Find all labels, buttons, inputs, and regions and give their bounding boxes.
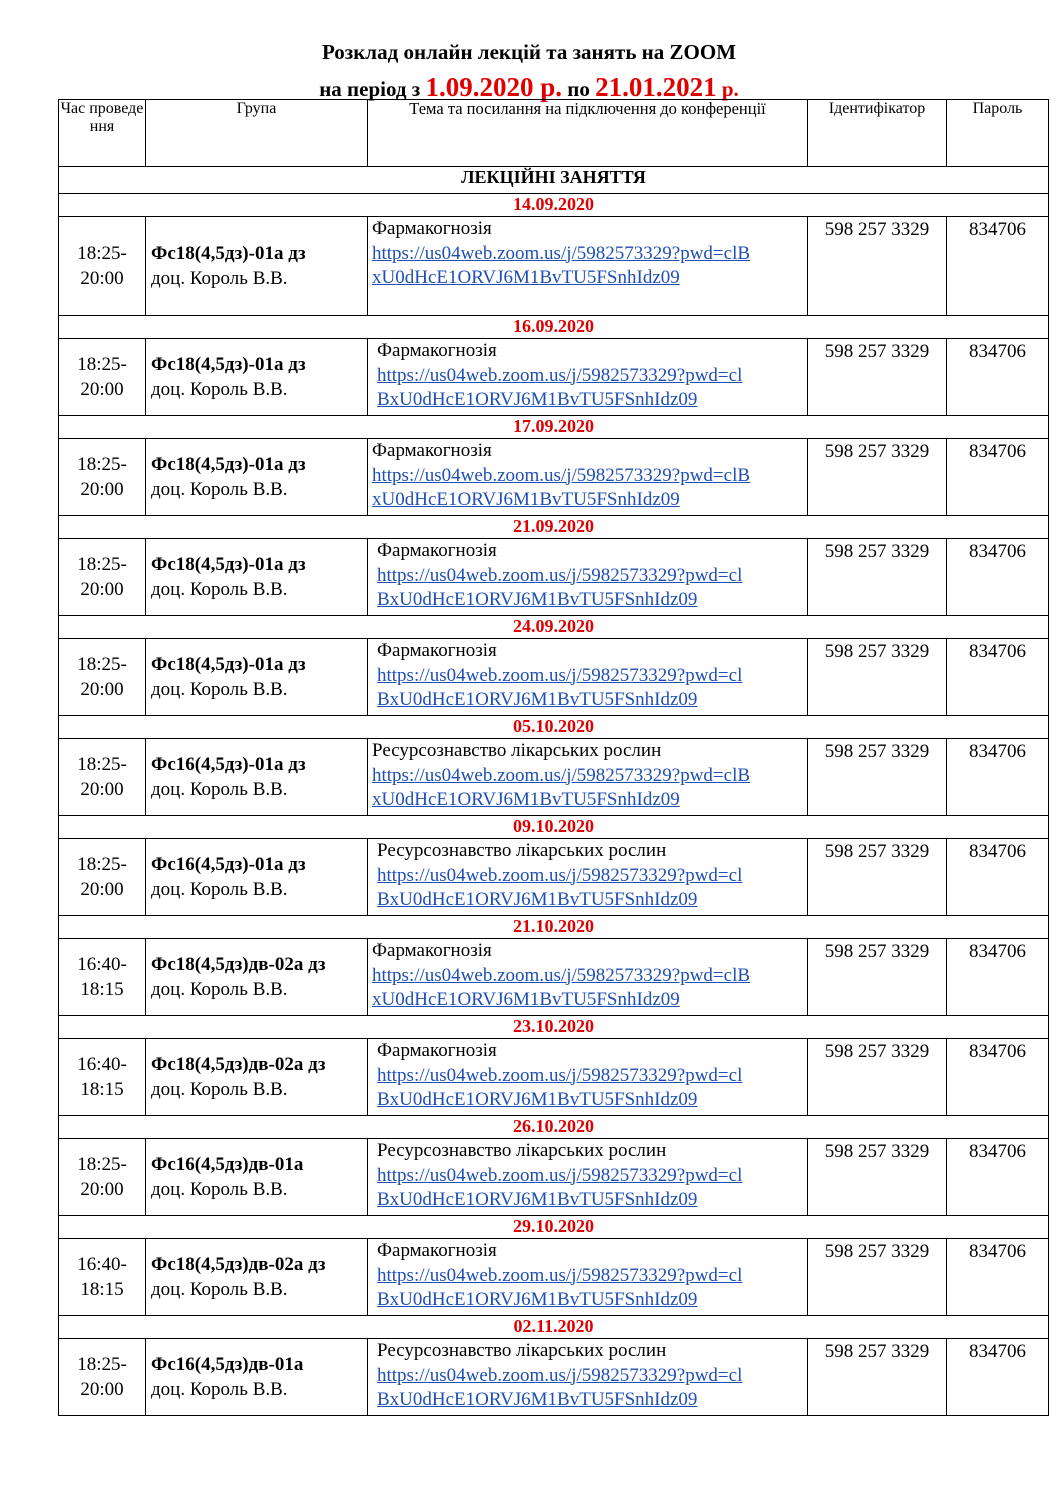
session-group [146, 1339, 368, 1416]
session-group [146, 639, 368, 716]
conference-password: 834706 [947, 1139, 1049, 1216]
conference-id: 598 257 3329 [808, 1239, 947, 1316]
zoom-link-line2[interactable]: BxU0dHcE1ORVJ6M1BvTU5FSnhIdz09 [377, 1189, 698, 1210]
group-name: Фс18(4,5дз)-01а дз [151, 354, 306, 375]
header-row [59, 100, 1049, 167]
date-row [59, 716, 1049, 739]
subject-name: Фармакогнозія [372, 940, 492, 961]
conference-id: 598 257 3329 [808, 1039, 947, 1116]
lecturer-name: доц. Король В.В. [151, 779, 288, 800]
time-end: 20:00 [80, 479, 124, 500]
session-time [59, 739, 146, 816]
session-topic [368, 939, 808, 1016]
lecturer-name: доц. Король В.В. [151, 579, 288, 600]
time-end: 20:00 [80, 779, 124, 800]
session-date: 26.10.2020 [59, 1116, 1049, 1139]
session-topic [368, 339, 808, 416]
group-name: Фс16(4,5дз)-01а дз [151, 854, 306, 875]
conference-password: 834706 [947, 439, 1049, 516]
period-prefix: на період з [319, 77, 421, 101]
session-group [146, 439, 368, 516]
zoom-link-line1[interactable]: https://us04web.zoom.us/j/5982573329?pwd=cl [377, 1164, 743, 1186]
subject-name: Ресурсознавство лікарських рослин [377, 840, 667, 861]
conference-id: 598 257 3329 [808, 939, 947, 1016]
period-suffix: р. [721, 77, 739, 101]
zoom-link-line2[interactable]: xU0dHcE1ORVJ6M1BvTU5FSnhIdz09 [372, 267, 680, 288]
session-topic [368, 1039, 808, 1116]
time-start: 18:25- [77, 1154, 127, 1175]
group-name: Фс18(4,5дз)дв-02а дз [151, 954, 326, 975]
lecturer-name: доц. Король В.В. [151, 268, 288, 289]
zoom-link-line2[interactable]: BxU0dHcE1ORVJ6M1BvTU5FSnhIdz09 [377, 389, 698, 410]
session-group [146, 1239, 368, 1316]
conference-id: 598 257 3329 [808, 217, 947, 316]
session-row [59, 939, 1049, 1016]
subject-name: Фармакогнозія [372, 218, 492, 239]
session-group [146, 839, 368, 916]
group-name: Фс18(4,5дз)дв-02а дз [151, 1254, 326, 1275]
period-date-from: 1.09.2020 р. [425, 72, 562, 102]
session-date: 14.09.2020 [59, 194, 1049, 217]
conference-password: 834706 [947, 739, 1049, 816]
session-topic [368, 439, 808, 516]
session-time [59, 217, 146, 316]
date-row [59, 516, 1049, 539]
group-name: Фс16(4,5дз)дв-01а [151, 1154, 304, 1175]
date-row [59, 816, 1049, 839]
conference-id: 598 257 3329 [808, 539, 947, 616]
zoom-link[interactable] [372, 764, 807, 813]
date-row [59, 1216, 1049, 1239]
subject-name: Ресурсознавство лікарських рослин [377, 1140, 667, 1161]
session-group [146, 217, 368, 316]
session-row [59, 739, 1049, 816]
time-start: 18:25- [77, 554, 127, 575]
subject-name: Фармакогнозія [377, 1040, 497, 1061]
session-row [59, 1139, 1049, 1216]
session-date: 16.09.2020 [59, 316, 1049, 339]
zoom-link[interactable] [377, 364, 807, 413]
session-row [59, 339, 1049, 416]
zoom-link-line1[interactable]: https://us04web.zoom.us/j/5982573329?pwd=clB [372, 464, 751, 486]
zoom-link-line2[interactable]: BxU0dHcE1ORVJ6M1BvTU5FSnhIdz09 [377, 689, 698, 710]
date-row [59, 416, 1049, 439]
date-row [59, 316, 1049, 339]
time-end: 20:00 [80, 379, 124, 400]
time-start: 16:40- [77, 1254, 127, 1275]
subject-name: Фармакогнозія [377, 1240, 497, 1261]
session-time [59, 1139, 146, 1216]
lecturer-name: доц. Король В.В. [151, 679, 288, 700]
group-name: Фс18(4,5дз)-01а дз [151, 454, 306, 475]
time-end: 20:00 [80, 1179, 124, 1200]
group-name: Фс16(4,5дз)дв-01а [151, 1354, 304, 1375]
conference-password: 834706 [947, 539, 1049, 616]
zoom-link-line2[interactable]: xU0dHcE1ORVJ6M1BvTU5FSnhIdz09 [372, 789, 680, 810]
zoom-link[interactable] [377, 864, 807, 913]
time-start: 18:25- [77, 243, 127, 264]
conference-id: 598 257 3329 [808, 639, 947, 716]
time-end: 20:00 [80, 879, 124, 900]
zoom-link[interactable] [372, 964, 807, 1013]
session-time [59, 839, 146, 916]
lecturer-name: доц. Король В.В. [151, 879, 288, 900]
conference-password: 834706 [947, 1239, 1049, 1316]
lecturer-name: доц. Король В.В. [151, 1379, 288, 1400]
zoom-link-line1[interactable]: https://us04web.zoom.us/j/5982573329?pwd=clB [372, 764, 751, 786]
session-row [59, 639, 1049, 716]
zoom-link-line1[interactable]: https://us04web.zoom.us/j/5982573329?pwd=cl [377, 664, 743, 686]
header-topic: Тема та посилання на підключення до конференції [368, 100, 808, 167]
zoom-link[interactable] [377, 1164, 807, 1213]
session-date: 02.11.2020 [59, 1316, 1049, 1339]
group-name: Фс18(4,5дз)-01а дз [151, 554, 306, 575]
session-topic [368, 539, 808, 616]
zoom-link-line2[interactable]: xU0dHcE1ORVJ6M1BvTU5FSnhIdz09 [372, 989, 680, 1010]
session-time [59, 1239, 146, 1316]
session-group [146, 939, 368, 1016]
date-row [59, 1316, 1049, 1339]
conference-password: 834706 [947, 1339, 1049, 1416]
date-row [59, 194, 1049, 217]
conference-id: 598 257 3329 [808, 1339, 947, 1416]
header-identifier: Ідентифікатор [808, 100, 947, 167]
session-row [59, 1039, 1049, 1116]
zoom-link[interactable] [377, 564, 807, 613]
conference-password: 834706 [947, 339, 1049, 416]
session-topic [368, 1239, 808, 1316]
zoom-link-line2[interactable]: xU0dHcE1ORVJ6M1BvTU5FSnhIdz09 [372, 489, 680, 510]
time-end: 18:15 [80, 979, 124, 1000]
time-end: 20:00 [80, 268, 124, 289]
zoom-link[interactable] [377, 1064, 807, 1113]
zoom-link-line1[interactable]: https://us04web.zoom.us/j/5982573329?pwd=cl [377, 864, 743, 886]
session-date: 24.09.2020 [59, 616, 1049, 639]
session-group [146, 1139, 368, 1216]
time-end: 20:00 [80, 679, 124, 700]
subject-name: Фармакогнозія [372, 440, 492, 461]
session-time [59, 339, 146, 416]
session-time [59, 539, 146, 616]
time-start: 18:25- [77, 654, 127, 675]
session-topic [368, 1339, 808, 1416]
time-start: 18:25- [77, 354, 127, 375]
conference-password: 834706 [947, 839, 1049, 916]
zoom-link-line1[interactable]: https://us04web.zoom.us/j/5982573329?pwd=cl [377, 564, 743, 586]
document-title: Розклад онлайн лекцій та занять на ZOOM [321, 40, 737, 64]
session-date: 17.09.2020 [59, 416, 1049, 439]
period-mid: по [567, 77, 590, 101]
session-row [59, 439, 1049, 516]
session-time [59, 1039, 146, 1116]
time-end: 18:15 [80, 1079, 124, 1100]
subject-name: Фармакогнозія [377, 640, 497, 661]
period-date-to: 21.01.2021 [595, 72, 717, 102]
session-group [146, 739, 368, 816]
zoom-link-line2[interactable]: BxU0dHcE1ORVJ6M1BvTU5FSnhIdz09 [377, 1089, 698, 1110]
conference-id: 598 257 3329 [808, 439, 947, 516]
time-start: 16:40- [77, 954, 127, 975]
conference-password: 834706 [947, 639, 1049, 716]
zoom-link[interactable] [377, 1264, 807, 1313]
zoom-link-line1[interactable]: https://us04web.zoom.us/j/5982573329?pwd=clB [372, 964, 751, 986]
zoom-link[interactable] [372, 464, 807, 513]
time-start: 16:40- [77, 1054, 127, 1075]
session-date: 21.10.2020 [59, 916, 1049, 939]
session-row [59, 217, 1049, 316]
group-name: Фс18(4,5дз)-01а дз [151, 243, 306, 264]
zoom-link-line2[interactable]: BxU0dHcE1ORVJ6M1BvTU5FSnhIdz09 [377, 1289, 698, 1310]
session-topic [368, 739, 808, 816]
time-start: 18:25- [77, 754, 127, 775]
session-row [59, 1239, 1049, 1316]
session-date: 29.10.2020 [59, 1216, 1049, 1239]
conference-password: 834706 [947, 939, 1049, 1016]
session-group [146, 1039, 368, 1116]
zoom-link-line1[interactable]: https://us04web.zoom.us/j/5982573329?pwd=clB [372, 242, 751, 264]
zoom-link[interactable] [372, 242, 807, 291]
group-name: Фс16(4,5дз)-01а дз [151, 754, 306, 775]
session-topic [368, 1139, 808, 1216]
schedule-table [58, 99, 1049, 1416]
conference-id: 598 257 3329 [808, 339, 947, 416]
time-start: 18:25- [77, 854, 127, 875]
session-row [59, 539, 1049, 616]
zoom-link-line2[interactable]: BxU0dHcE1ORVJ6M1BvTU5FSnhIdz09 [377, 1389, 698, 1410]
session-time [59, 1339, 146, 1416]
group-name: Фс18(4,5дз)дв-02а дз [151, 1054, 326, 1075]
zoom-link-line2[interactable]: BxU0dHcE1ORVJ6M1BvTU5FSnhIdz09 [377, 889, 698, 910]
session-topic [368, 839, 808, 916]
section-title: ЛЕКЦІЙНІ ЗАНЯТТЯ [59, 167, 1049, 194]
session-date: 21.09.2020 [59, 516, 1049, 539]
conference-password: 834706 [947, 217, 1049, 316]
subject-name: Фармакогнозія [377, 340, 497, 361]
conference-id: 598 257 3329 [808, 739, 947, 816]
lecturer-name: доц. Король В.В. [151, 479, 288, 500]
lecturer-name: доц. Король В.В. [151, 979, 288, 1000]
session-date: 05.10.2020 [59, 716, 1049, 739]
date-row [59, 616, 1049, 639]
zoom-link-line1[interactable]: https://us04web.zoom.us/j/5982573329?pwd=cl [377, 364, 743, 386]
subject-name: Фармакогнозія [377, 540, 497, 561]
time-end: 20:00 [80, 1379, 124, 1400]
session-date: 23.10.2020 [59, 1016, 1049, 1039]
session-group [146, 539, 368, 616]
session-topic [368, 217, 808, 316]
time-start: 18:25- [77, 454, 127, 475]
conference-password: 834706 [947, 1039, 1049, 1116]
time-end: 18:15 [80, 1279, 124, 1300]
zoom-link-line1[interactable]: https://us04web.zoom.us/j/5982573329?pwd=cl [377, 1264, 743, 1286]
date-row [59, 1016, 1049, 1039]
time-end: 20:00 [80, 579, 124, 600]
conference-id: 598 257 3329 [808, 1139, 947, 1216]
header-time: Час проведе ння [59, 100, 146, 167]
session-row [59, 839, 1049, 916]
group-name: Фс18(4,5дз)-01а дз [151, 654, 306, 675]
conference-id: 598 257 3329 [808, 839, 947, 916]
lecturer-name: доц. Король В.В. [151, 1179, 288, 1200]
date-row [59, 916, 1049, 939]
zoom-link-line2[interactable]: BxU0dHcE1ORVJ6M1BvTU5FSnhIdz09 [377, 589, 698, 610]
session-group [146, 339, 368, 416]
zoom-link-line1[interactable]: https://us04web.zoom.us/j/5982573329?pwd=cl [377, 1064, 743, 1086]
zoom-link[interactable] [377, 664, 807, 713]
time-start: 18:25- [77, 1354, 127, 1375]
session-time [59, 439, 146, 516]
subject-name: Ресурсознавство лікарських рослин [377, 1340, 667, 1361]
header-password: Пароль [947, 100, 1049, 167]
zoom-link-line1[interactable]: https://us04web.zoom.us/j/5982573329?pwd=cl [377, 1364, 743, 1386]
session-date: 09.10.2020 [59, 816, 1049, 839]
session-time [59, 939, 146, 1016]
subject-name: Ресурсознавство лікарських рослин [372, 740, 662, 761]
session-topic [368, 639, 808, 716]
header-group: Група [146, 100, 368, 167]
zoom-link[interactable] [377, 1364, 807, 1413]
lecturer-name: доц. Король В.В. [151, 379, 288, 400]
session-row [59, 1339, 1049, 1416]
date-row [59, 1116, 1049, 1139]
lecturer-name: доц. Король В.В. [151, 1279, 288, 1300]
lecturer-name: доц. Король В.В. [151, 1079, 288, 1100]
section-row [59, 167, 1049, 194]
session-time [59, 639, 146, 716]
